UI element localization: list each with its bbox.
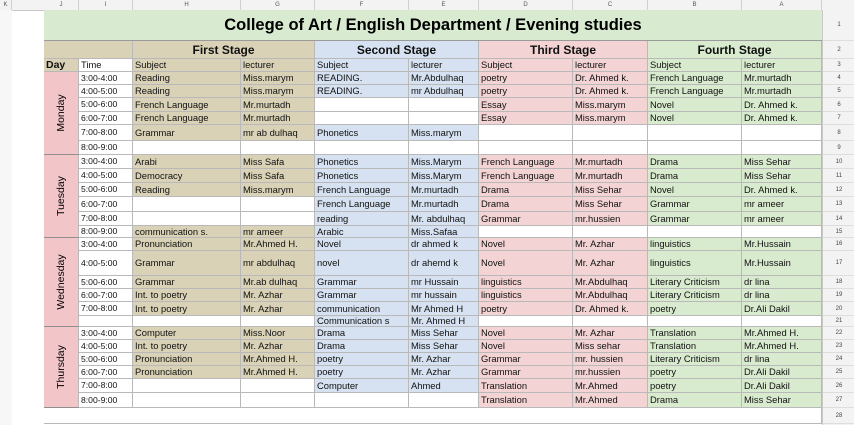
lecturer-cell[interactable]: mr ameer <box>742 212 822 226</box>
subject-cell[interactable]: Literary Criticism <box>648 353 742 366</box>
lecturer-cell[interactable]: Mr.Ahmed H. <box>241 238 315 251</box>
column-letter-5[interactable]: E <box>409 0 479 10</box>
subject-cell[interactable]: Phonetics <box>315 125 409 141</box>
lecturer-cell[interactable]: dr lina <box>742 289 822 302</box>
subject-cell[interactable]: Pronunciation <box>133 366 241 379</box>
lecturer-cell[interactable]: Miss.Safaa <box>409 226 479 238</box>
subject-cell[interactable]: poetry <box>648 379 742 393</box>
column-letter-6[interactable]: D <box>479 0 573 10</box>
time-slot[interactable]: 6:00-7:00 <box>79 112 133 125</box>
column-letter-3[interactable]: G <box>241 0 315 10</box>
subject-cell[interactable] <box>315 112 409 125</box>
lecturer-cell[interactable]: Miss Sehar <box>742 169 822 183</box>
stage-header-3[interactable]: Third Stage <box>479 41 648 59</box>
time-slot[interactable]: 3:00-4:00 <box>79 238 133 251</box>
time-header[interactable]: Time <box>79 59 133 72</box>
time-slot[interactable]: 4:00-5:00 <box>79 169 133 183</box>
column-letter-8[interactable]: B <box>648 0 742 10</box>
lecturer-cell[interactable]: Mr.Hussain <box>742 238 822 251</box>
subject-cell[interactable]: Novel <box>479 251 573 276</box>
lecturer-cell[interactable]: Miss Sehar <box>409 327 479 340</box>
lecturer-cell[interactable]: Dr. Ahmed k. <box>573 72 648 85</box>
day-label-text: Wednesday <box>55 254 67 310</box>
lecturer-cell[interactable] <box>241 316 315 327</box>
lecturer-cell[interactable] <box>241 379 315 393</box>
row-number[interactable]: 14 <box>823 212 854 226</box>
subject-cell[interactable] <box>133 212 241 226</box>
row-number[interactable]: 17 <box>823 251 854 276</box>
time-slot[interactable]: 3:00-4:00 <box>79 327 133 340</box>
stage-header-2[interactable]: Second Stage <box>315 41 479 59</box>
row-number[interactable]: 8 <box>823 125 854 141</box>
subject-cell[interactable]: Novel <box>479 340 573 353</box>
lecturer-cell[interactable]: Mr.Abdulhaq <box>573 276 648 289</box>
day-label-monday[interactable] <box>44 72 79 155</box>
subject-cell[interactable]: French Language <box>315 197 409 212</box>
lecturer-cell[interactable]: mr ameer <box>241 226 315 238</box>
subject-cell[interactable]: Pronunciation <box>133 353 241 366</box>
lecturer-header[interactable]: lecturer <box>742 59 822 72</box>
row-number[interactable]: 27 <box>823 393 854 408</box>
subject-cell[interactable]: poetry <box>315 366 409 379</box>
subject-cell[interactable]: Translation <box>648 340 742 353</box>
subject-cell[interactable] <box>133 316 241 327</box>
lecturer-cell[interactable]: Dr.Ali Dakil <box>742 366 822 379</box>
lecturer-cell[interactable] <box>409 393 479 408</box>
lecturer-cell[interactable] <box>573 125 648 141</box>
row-number[interactable]: 24 <box>823 353 854 366</box>
lecturer-cell[interactable]: Miss.marym <box>241 85 315 98</box>
row-number[interactable]: 13 <box>823 197 854 212</box>
subject-header[interactable]: Subject <box>315 59 409 72</box>
time-slot[interactable] <box>79 316 133 327</box>
subject-cell[interactable]: communication <box>315 302 409 316</box>
subject-cell[interactable]: Novel <box>479 238 573 251</box>
row-number[interactable]: 25 <box>823 366 854 379</box>
lecturer-cell[interactable]: Mr.murtadh <box>409 183 479 197</box>
lecturer-cell[interactable]: mr Abdulhaq <box>409 85 479 98</box>
lecturer-cell[interactable]: Mr.murtadh <box>573 169 648 183</box>
subject-cell[interactable]: Drama <box>479 197 573 212</box>
lecturer-header[interactable]: lecturer <box>573 59 648 72</box>
lecturer-cell[interactable]: Mr. Azhar <box>241 302 315 316</box>
lecturer-cell[interactable]: Mr.murtadh <box>742 72 822 85</box>
row-number[interactable]: 23 <box>823 340 854 353</box>
subject-cell[interactable]: French Language <box>133 112 241 125</box>
lecturer-header[interactable]: lecturer <box>409 59 479 72</box>
day-label-wednesday[interactable] <box>44 238 79 327</box>
subject-cell[interactable]: Drama <box>315 340 409 353</box>
subject-cell[interactable]: Grammar <box>315 289 409 302</box>
column-corner-label: K <box>0 0 12 10</box>
time-slot[interactable]: 4:00-5:00 <box>79 85 133 98</box>
lecturer-cell[interactable]: Mr.murtadh <box>742 85 822 98</box>
stage-header-4[interactable]: Fourth Stage <box>648 41 822 59</box>
column-letter-9[interactable]: A <box>742 0 822 10</box>
column-letter-1[interactable]: I <box>79 0 133 10</box>
lecturer-cell[interactable]: Mr.Ahmed H. <box>241 353 315 366</box>
subject-cell[interactable]: Drama <box>479 183 573 197</box>
subject-cell[interactable]: poetry <box>479 85 573 98</box>
lecturer-cell[interactable]: Mr.Ahmed <box>573 393 648 408</box>
subject-cell[interactable]: Novel <box>648 98 742 112</box>
subject-cell[interactable] <box>479 141 573 155</box>
row-number[interactable]: 12 <box>823 183 854 197</box>
subject-cell[interactable] <box>315 141 409 155</box>
subject-cell[interactable]: Grammar <box>479 366 573 379</box>
lecturer-cell[interactable]: Miss Sehar <box>742 393 822 408</box>
subject-cell[interactable] <box>315 98 409 112</box>
lecturer-cell[interactable]: mr hussain <box>409 289 479 302</box>
subject-cell[interactable] <box>648 125 742 141</box>
lecturer-cell[interactable]: Miss.marym <box>241 183 315 197</box>
time-slot[interactable]: 6:00-7:00 <box>79 289 133 302</box>
subject-cell[interactable]: French Language <box>648 72 742 85</box>
subject-cell[interactable] <box>479 316 573 327</box>
lecturer-cell[interactable]: Ahmed <box>409 379 479 393</box>
column-letter-0[interactable]: J <box>44 0 79 10</box>
subject-cell[interactable]: French Language <box>479 155 573 169</box>
lecturer-cell[interactable]: Mr. Ahmed H <box>409 316 479 327</box>
lecturer-cell[interactable] <box>573 226 648 238</box>
subject-cell[interactable]: Pronunciation <box>133 238 241 251</box>
subject-cell[interactable]: French Language <box>648 85 742 98</box>
subject-cell[interactable]: READING. <box>315 85 409 98</box>
subject-cell[interactable]: Literary Criticism <box>648 289 742 302</box>
lecturer-cell[interactable]: Mr.Ahmed H. <box>742 340 822 353</box>
lecturer-cell[interactable]: Miss Sehar <box>573 197 648 212</box>
lecturer-cell[interactable]: dr lina <box>742 353 822 366</box>
lecturer-cell[interactable] <box>241 197 315 212</box>
time-slot[interactable]: 4:00-5:00 <box>79 340 133 353</box>
lecturer-cell[interactable]: Mr. Azhar <box>409 366 479 379</box>
lecturer-cell[interactable]: dr ahemd k <box>409 251 479 276</box>
lecturer-cell[interactable] <box>241 141 315 155</box>
subject-header[interactable]: Subject <box>479 59 573 72</box>
row-number[interactable]: 11 <box>823 169 854 183</box>
subject-header[interactable]: Subject <box>648 59 742 72</box>
lecturer-cell[interactable]: Miss Sehar <box>742 155 822 169</box>
subject-cell[interactable]: Translation <box>479 379 573 393</box>
lecturer-cell[interactable]: mr. hussien <box>573 353 648 366</box>
subject-cell[interactable]: Phonetics <box>315 169 409 183</box>
row-number[interactable]: 1 <box>823 10 854 41</box>
time-slot[interactable]: 3:00-4:00 <box>79 155 133 169</box>
subject-cell[interactable]: Arabic <box>315 226 409 238</box>
lecturer-cell[interactable]: Mr.murtadh <box>573 155 648 169</box>
lecturer-cell[interactable] <box>742 316 822 327</box>
subject-cell[interactable] <box>479 226 573 238</box>
row-number[interactable]: 9 <box>823 141 854 155</box>
subject-cell[interactable]: poetry <box>648 366 742 379</box>
day-label-text: Tuesday <box>55 176 67 216</box>
time-slot[interactable]: 3:00-4:00 <box>79 72 133 85</box>
subject-cell[interactable]: Grammar <box>648 197 742 212</box>
lecturer-cell[interactable]: Mr.murtadh <box>241 112 315 125</box>
row-number[interactable]: 3 <box>823 59 854 72</box>
subject-cell[interactable]: poetry <box>479 72 573 85</box>
lecturer-cell[interactable]: Miss.Marym <box>409 155 479 169</box>
lecturer-cell[interactable]: Dr. Ahmed k. <box>742 98 822 112</box>
subject-cell[interactable]: Novel <box>648 183 742 197</box>
subject-cell[interactable]: Drama <box>648 155 742 169</box>
subject-cell[interactable]: Int. to poetry <box>133 302 241 316</box>
subject-cell[interactable] <box>133 197 241 212</box>
lecturer-cell[interactable]: Mr. Azhar <box>573 327 648 340</box>
subject-cell[interactable] <box>315 393 409 408</box>
lecturer-cell[interactable]: Mr.ab dulhaq <box>241 276 315 289</box>
subject-cell[interactable]: Computer <box>133 327 241 340</box>
day-label-text: Monday <box>55 94 67 132</box>
subject-cell[interactable]: Communication s <box>315 316 409 327</box>
day-label-text: Thursday <box>55 345 67 389</box>
stage-header-1[interactable]: First Stage <box>133 41 315 59</box>
column-letter-4[interactable]: F <box>315 0 409 10</box>
row-number[interactable]: 22 <box>823 327 854 340</box>
time-slot[interactable]: 5:00-6:00 <box>79 276 133 289</box>
lecturer-header[interactable]: lecturer <box>241 59 315 72</box>
subject-cell[interactable]: Essay <box>479 98 573 112</box>
time-slot[interactable]: 8:00-9:00 <box>79 141 133 155</box>
row-number[interactable]: 28 <box>823 408 854 424</box>
lecturer-cell[interactable]: Miss.Marym <box>409 169 479 183</box>
time-slot[interactable]: 5:00-6:00 <box>79 98 133 112</box>
subject-cell[interactable]: Grammar <box>479 212 573 226</box>
lecturer-cell[interactable]: Mr Ahmed H <box>409 302 479 316</box>
lecturer-cell[interactable]: mr.hussien <box>573 212 648 226</box>
lecturer-cell[interactable]: Miss sehar <box>573 340 648 353</box>
subject-cell[interactable]: Grammar <box>648 212 742 226</box>
column-letter-2[interactable]: H <box>133 0 241 10</box>
row-number[interactable]: 15 <box>823 226 854 238</box>
subject-cell[interactable]: novel <box>315 251 409 276</box>
subject-cell[interactable] <box>479 125 573 141</box>
time-slot[interactable]: 5:00-6:00 <box>79 183 133 197</box>
subject-cell[interactable] <box>648 141 742 155</box>
lecturer-cell[interactable] <box>241 212 315 226</box>
subject-cell[interactable]: poetry <box>479 302 573 316</box>
subject-cell[interactable]: READING. <box>315 72 409 85</box>
lecturer-cell[interactable]: Dr. Ahmed k. <box>573 85 648 98</box>
subject-cell[interactable]: Grammar <box>133 276 241 289</box>
subject-cell[interactable]: communication s. <box>133 226 241 238</box>
lecturer-cell[interactable]: Dr.Ali Dakil <box>742 379 822 393</box>
lecturer-cell[interactable]: Mr.Ahmed H. <box>742 327 822 340</box>
row-number[interactable]: 18 <box>823 276 854 289</box>
subject-cell[interactable]: Grammar <box>315 276 409 289</box>
subject-cell[interactable]: Translation <box>648 327 742 340</box>
subject-cell[interactable]: Computer <box>315 379 409 393</box>
lecturer-cell[interactable]: mr.hussien <box>573 366 648 379</box>
row-number[interactable]: 19 <box>823 289 854 302</box>
lecturer-cell[interactable]: Mr. Azhar <box>409 353 479 366</box>
subject-cell[interactable]: linguistics <box>648 238 742 251</box>
subject-cell[interactable]: Arabi <box>133 155 241 169</box>
lecturer-cell[interactable]: Mr.Ahmed H. <box>241 366 315 379</box>
subject-cell[interactable]: poetry <box>648 302 742 316</box>
row-number[interactable]: 20 <box>823 302 854 316</box>
time-slot[interactable]: 7:00-8:00 <box>79 212 133 226</box>
subject-cell[interactable]: Reading <box>133 85 241 98</box>
subject-cell[interactable]: poetry <box>315 353 409 366</box>
subject-cell[interactable]: Reading <box>133 183 241 197</box>
lecturer-cell[interactable] <box>409 98 479 112</box>
lecturer-cell[interactable]: dr lina <box>742 276 822 289</box>
lecturer-cell[interactable]: Dr. Ahmed k. <box>573 302 648 316</box>
lecturer-cell[interactable]: Mr. Azhar <box>241 289 315 302</box>
lecturer-cell[interactable]: Miss.marym <box>241 72 315 85</box>
lecturer-cell[interactable]: Mr.Abdulhaq <box>409 72 479 85</box>
subject-cell[interactable] <box>648 316 742 327</box>
subject-cell[interactable]: French Language <box>315 183 409 197</box>
lecturer-cell[interactable]: mr abdulhaq <box>241 251 315 276</box>
subject-cell[interactable]: Int. to poetry <box>133 289 241 302</box>
time-slot[interactable]: 7:00-8:00 <box>79 379 133 393</box>
lecturer-cell[interactable]: Mr. Azhar <box>573 251 648 276</box>
subject-cell[interactable]: Grammar <box>133 125 241 141</box>
lecturer-cell[interactable]: Mr. Azhar <box>241 340 315 353</box>
row-number[interactable]: 6 <box>823 98 854 112</box>
stage-header-blank[interactable] <box>44 41 133 59</box>
subject-cell[interactable]: Literary Criticism <box>648 276 742 289</box>
lecturer-cell[interactable]: Dr. Ahmed k. <box>742 183 822 197</box>
subject-cell[interactable]: Grammar <box>133 251 241 276</box>
subject-cell[interactable]: Novel <box>648 112 742 125</box>
lecturer-cell[interactable]: dr ahmed k <box>409 238 479 251</box>
lecturer-cell[interactable]: Mr. Azhar <box>573 238 648 251</box>
time-slot[interactable]: 4:00-5:00 <box>79 251 133 276</box>
time-slot[interactable]: 7:00-8:00 <box>79 125 133 141</box>
lecturer-cell[interactable]: Mr.murtadh <box>409 197 479 212</box>
lecturer-cell[interactable]: Mr.murtadh <box>241 98 315 112</box>
subject-cell[interactable]: Essay <box>479 112 573 125</box>
lecturer-cell[interactable]: mr Hussain <box>409 276 479 289</box>
lecturer-cell[interactable]: Dr. Ahmed k. <box>742 112 822 125</box>
subject-cell[interactable]: Phonetics <box>315 155 409 169</box>
subject-cell[interactable]: Drama <box>315 327 409 340</box>
subject-cell[interactable] <box>133 141 241 155</box>
sheet-title[interactable]: College of Art / English Department / Evening studies <box>44 10 822 41</box>
subject-cell[interactable]: Drama <box>648 393 742 408</box>
row-number[interactable]: 4 <box>823 72 854 85</box>
row-number[interactable]: 2 <box>823 41 854 59</box>
time-slot[interactable]: 8:00-9:00 <box>79 226 133 238</box>
lecturer-cell[interactable] <box>742 125 822 141</box>
lecturer-cell[interactable] <box>573 141 648 155</box>
lecturer-cell[interactable]: Miss.marym <box>573 112 648 125</box>
lecturer-cell[interactable] <box>241 393 315 408</box>
subject-cell[interactable] <box>133 393 241 408</box>
row-number[interactable]: 26 <box>823 379 854 393</box>
lecturer-cell[interactable] <box>409 141 479 155</box>
day-header[interactable]: Day <box>44 59 79 72</box>
subject-cell[interactable] <box>133 379 241 393</box>
subject-cell[interactable]: French Language <box>479 169 573 183</box>
lecturer-cell[interactable]: Mr. abdulhaq <box>409 212 479 226</box>
subject-cell[interactable] <box>648 226 742 238</box>
subject-cell[interactable]: linguistics <box>479 276 573 289</box>
subject-cell[interactable]: Int. to poetry <box>133 340 241 353</box>
row-number-bar <box>822 10 854 425</box>
lecturer-cell[interactable]: Mr.Abdulhaq <box>573 289 648 302</box>
lecturer-cell[interactable]: Mr.Hussain <box>742 251 822 276</box>
lecturer-cell[interactable] <box>742 226 822 238</box>
lecturer-cell[interactable]: Miss Safa <box>241 169 315 183</box>
lecturer-cell[interactable]: Miss Safa <box>241 155 315 169</box>
row-number[interactable]: 21 <box>823 316 854 327</box>
lecturer-cell[interactable] <box>409 112 479 125</box>
subject-cell[interactable]: linguistics <box>479 289 573 302</box>
row-number[interactable]: 16 <box>823 238 854 251</box>
time-slot[interactable]: 8:00-9:00 <box>79 393 133 408</box>
day-label-thursday[interactable] <box>44 327 79 408</box>
time-slot[interactable]: 7:00-8:00 <box>79 302 133 316</box>
lecturer-cell[interactable]: Mr.Ahmed <box>573 379 648 393</box>
time-slot[interactable]: 6:00-7:00 <box>79 366 133 379</box>
subject-cell[interactable]: Novel <box>315 238 409 251</box>
lecturer-cell[interactable]: Miss Sehar <box>573 183 648 197</box>
subject-cell[interactable]: Novel <box>479 327 573 340</box>
time-slot[interactable]: 6:00-7:00 <box>79 197 133 212</box>
day-label-tuesday[interactable] <box>44 155 79 238</box>
subject-cell[interactable]: Translation <box>479 393 573 408</box>
lecturer-cell[interactable]: Miss.marym <box>409 125 479 141</box>
time-slot[interactable]: 5:00-6:00 <box>79 353 133 366</box>
subject-cell[interactable]: linguistics <box>648 251 742 276</box>
row-number[interactable]: 7 <box>823 112 854 125</box>
blank-row <box>44 408 822 424</box>
lecturer-cell[interactable] <box>573 316 648 327</box>
lecturer-cell[interactable]: Miss.marym <box>573 98 648 112</box>
lecturer-cell[interactable]: Miss Sehar <box>409 340 479 353</box>
lecturer-cell[interactable]: Miss.Noor <box>241 327 315 340</box>
lecturer-cell[interactable] <box>742 141 822 155</box>
row-number[interactable]: 5 <box>823 85 854 98</box>
subject-cell[interactable]: reading <box>315 212 409 226</box>
subject-cell[interactable]: French Language <box>133 98 241 112</box>
column-letter-7[interactable]: C <box>573 0 648 10</box>
subject-cell[interactable]: Democracy <box>133 169 241 183</box>
lecturer-cell[interactable]: Dr.Ali Dakil <box>742 302 822 316</box>
subject-cell[interactable]: Grammar <box>479 353 573 366</box>
lecturer-cell[interactable]: mr ameer <box>742 197 822 212</box>
lecturer-cell[interactable]: mr ab dulhaq <box>241 125 315 141</box>
subject-cell[interactable]: Reading <box>133 72 241 85</box>
row-number[interactable]: 10 <box>823 155 854 169</box>
subject-cell[interactable]: Drama <box>648 169 742 183</box>
subject-header[interactable]: Subject <box>133 59 241 72</box>
